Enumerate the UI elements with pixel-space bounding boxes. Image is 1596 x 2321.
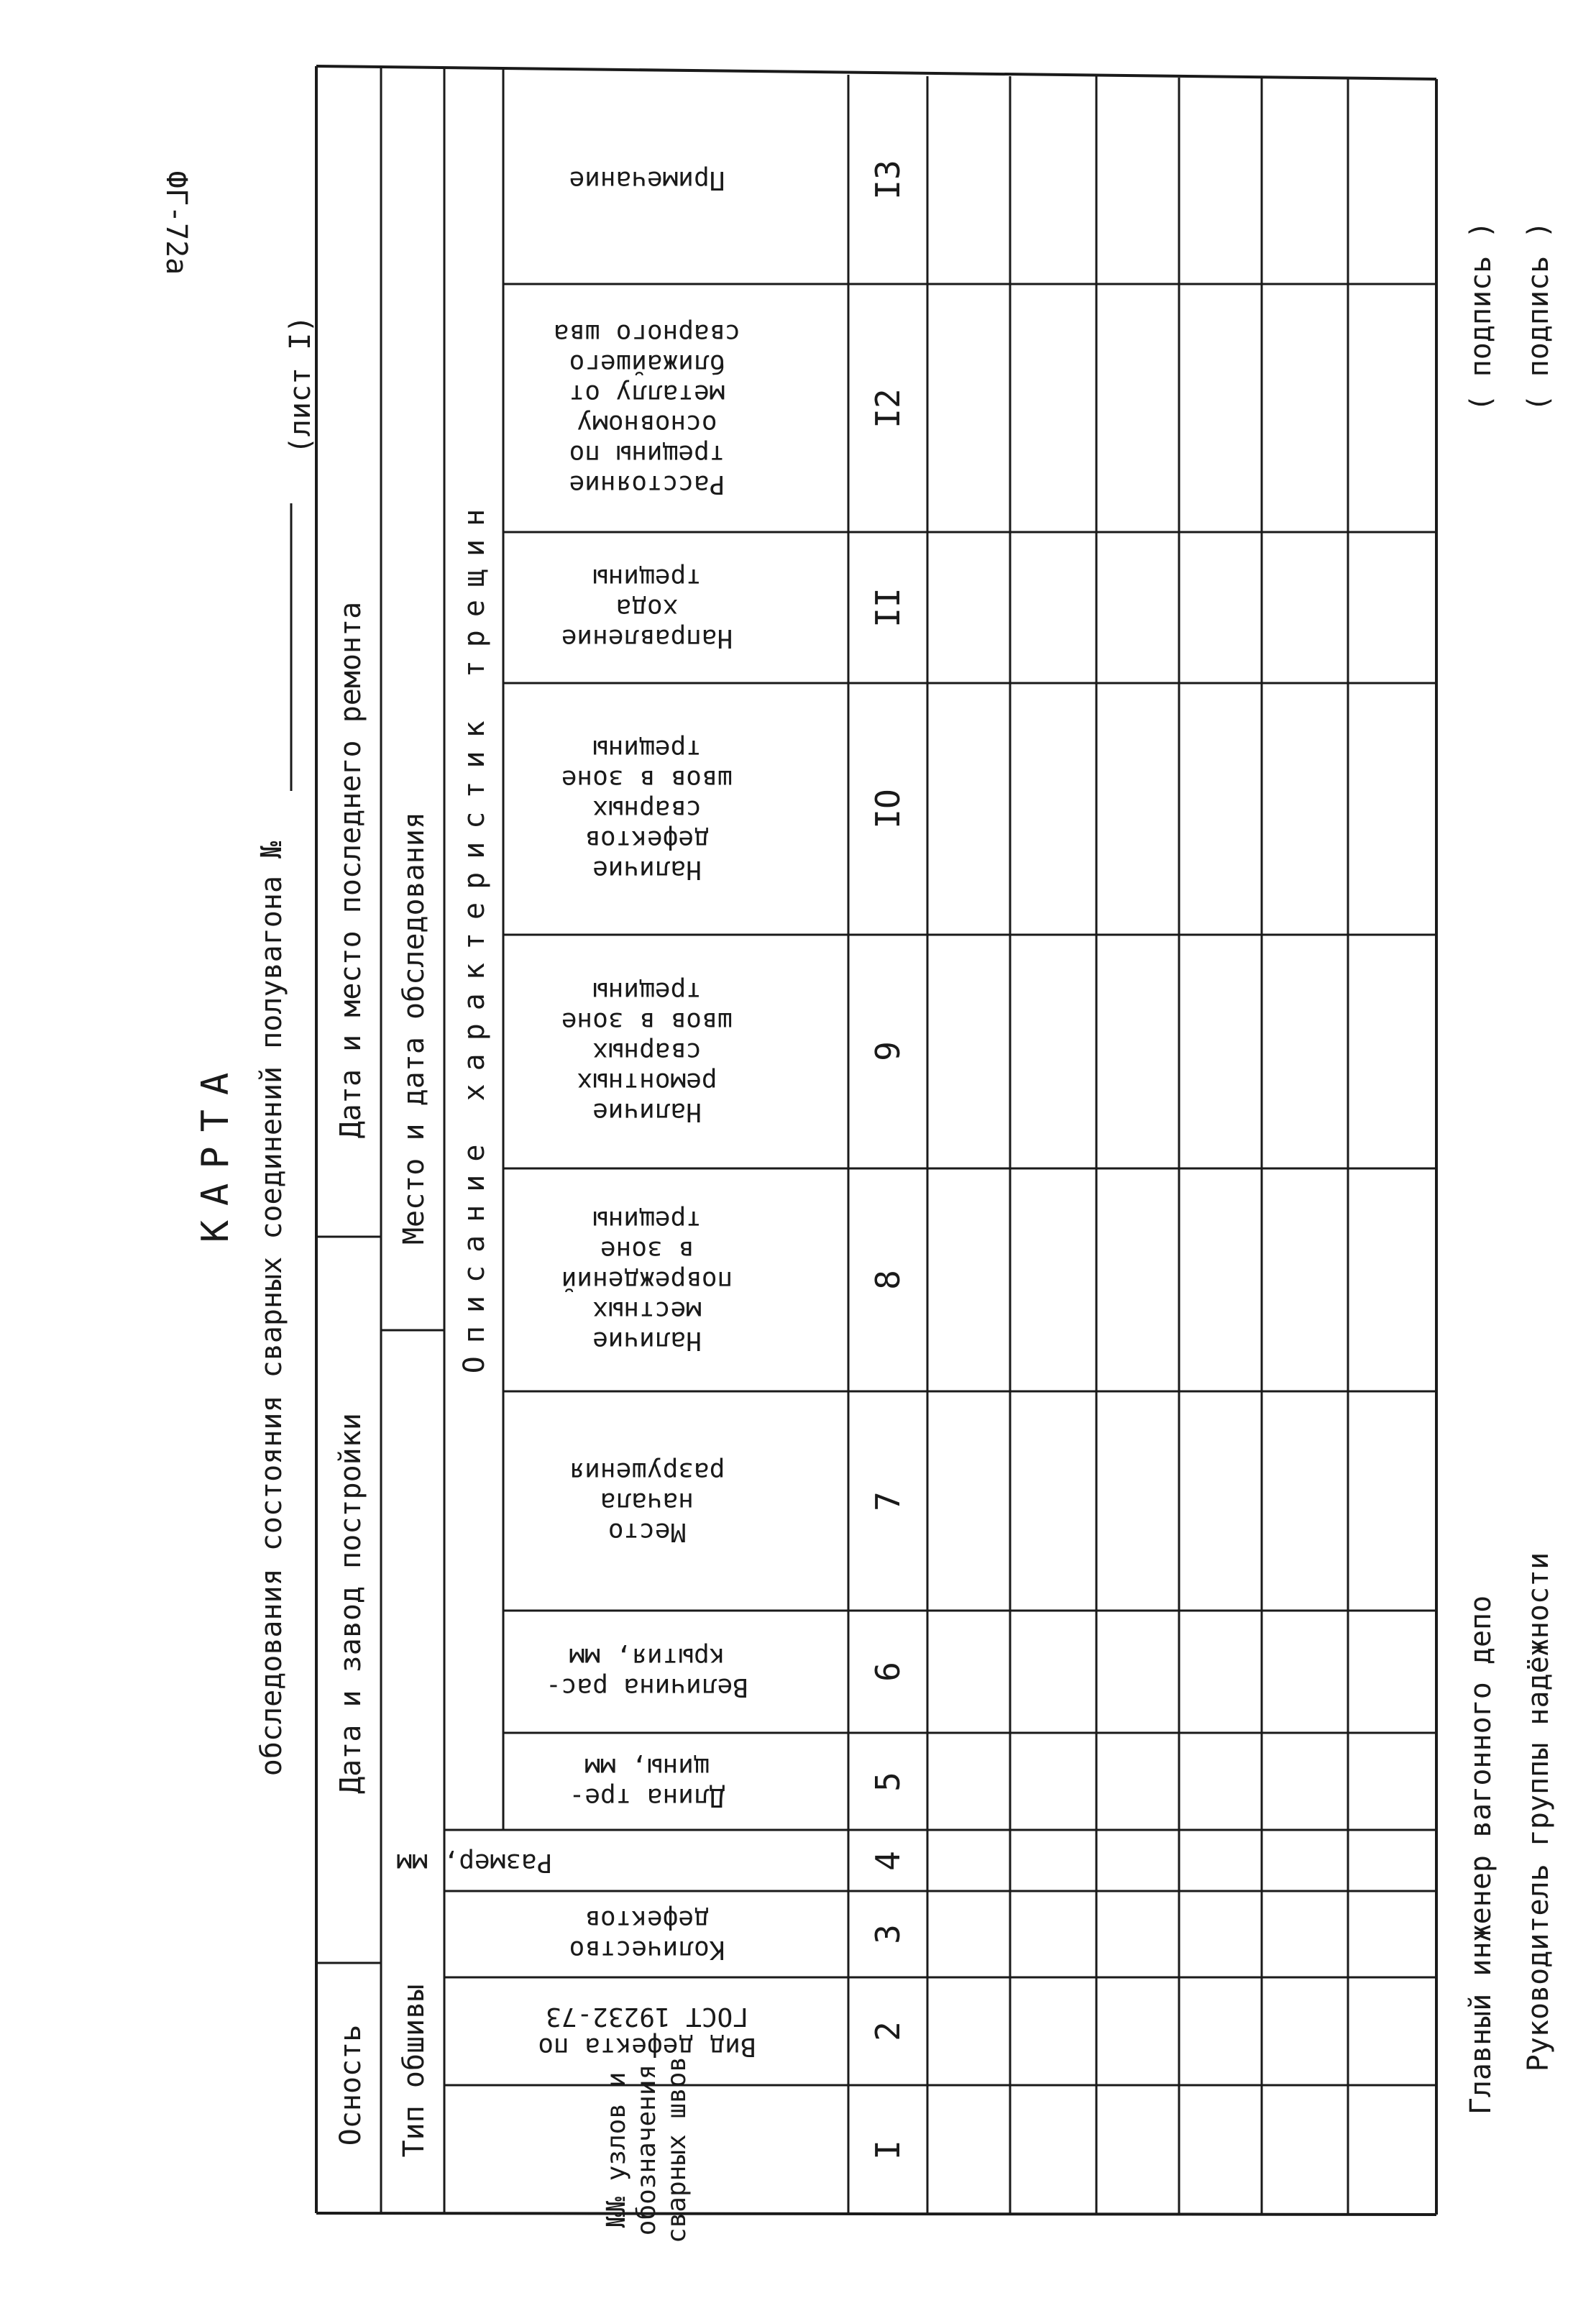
field-sheathing: Тип обшивы [398,1984,431,2158]
col-number-4: 4 [868,1851,907,1871]
col-number-8: 8 [868,1270,907,1290]
signature-caption-1: ( подпись ) [1464,221,1498,412]
col-header-9: Наличие ремонтных сварных швов в зоне трещины [561,976,733,1127]
col-number-10: IO [868,789,907,829]
col-number-3: 3 [868,1924,907,1944]
field-osnost: Осность [334,2024,367,2146]
col-number-2: 2 [868,2021,907,2041]
field-inspection: Место и дата обследования [398,811,431,1245]
col-header-12: Расстояние трещины по основному металлу от ближайшего сварного шва [553,319,741,499]
col-number-11: II [868,587,907,628]
signature-role-2: Руководитель группы надёжности [1522,1552,1555,2072]
col-number-7: 7 [868,1491,907,1511]
page-title: КАРТА [194,1058,237,1243]
col-header-5: Длина тре- щины, мм [569,1752,725,1812]
col-number-6: 6 [868,1662,907,1682]
col-number-12: I2 [868,388,907,429]
frame-bottom [316,2213,1436,2215]
col-header-11: Направление хода трещины [561,563,733,653]
col-number-5: 5 [868,1772,907,1792]
col-number-1: I [868,2140,907,2160]
col-header-7: Место начала разрушения [569,1457,725,1547]
field-date-plant: Дата и завод постройки [334,1413,367,1794]
field-last-repair: Дата и место последнего ремонта [334,601,367,1139]
col-number-13: I3 [868,160,907,200]
col-header-3: Количество дефектов [569,1905,725,1964]
col-header-10: Наличие дефектов сварных швов в зоне трещины [561,734,733,884]
frame-top [316,66,1436,79]
col-header-1: №№ узлов и обозначения сварных швов [602,2056,692,2244]
page-subtitle: обследования состояния сварных соединений полувагона № [255,841,288,1777]
col-header-8: Наличие местных повреждений в зоне трещины [561,1205,733,1355]
col-header-13: Примечание [569,165,725,195]
col-header-6: Величина рас- крытия, мм [546,1642,748,1702]
signature-caption-2: ( подпись ) [1522,221,1555,412]
col-header-2: Вид дефекта по ГОСТ 19232-73 [538,2002,756,2061]
col-number-9: 9 [868,1041,907,1061]
col-header-4: Размер, мм [396,1848,553,1877]
sheet-label: (лист I) [284,315,317,454]
signature-role-1: Главный инженер вагонного депо [1464,1595,1498,2115]
form-code: ФГ-72а [160,170,193,275]
group-header: Описание характеристик трещин [458,495,491,1374]
